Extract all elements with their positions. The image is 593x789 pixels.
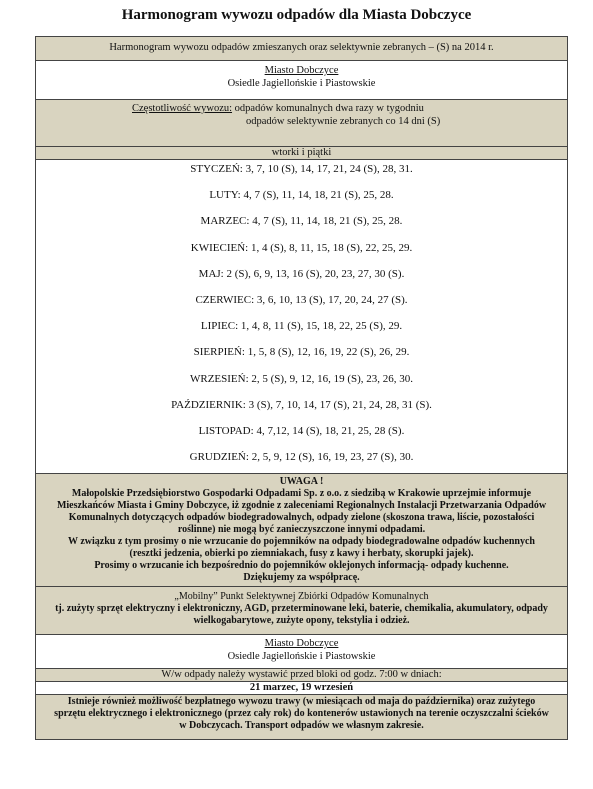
month-row xyxy=(36,160,567,186)
document-title: Harmonogram wywozu odpadów dla Miasta Dobczyce xyxy=(121,7,472,23)
notice-line: Komunalnych dotyczących odpadów biodegradowalnych, odpady zielone (skoszona trawa, liście, pozostałości xyxy=(68,512,535,523)
notice-line: Dziękujemy za współpracę. xyxy=(243,572,360,583)
mobile-heading: „Mobilny” Punkt Selektywnej Zbiórki Odpadów Komunalnych xyxy=(174,591,429,602)
month-name: SIERPIEŃ: xyxy=(193,346,245,359)
month-name: MAJ: xyxy=(198,267,224,280)
frequency-line-2: odpadów selektywnie zebranych co 14 dni (S) xyxy=(246,115,441,127)
city-name: Miasto Dobczyce xyxy=(264,638,339,649)
month-name: KWIECIEŃ: xyxy=(190,241,249,254)
month-row xyxy=(36,396,567,422)
month-name: STYCZEŃ: xyxy=(190,163,243,175)
footer-line: Istnieje również możliwość bezpłatnego wywozu trawy (w miesiącach od maja do października) oraz zużytego xyxy=(67,696,536,707)
month-name: WRZESIEŃ: xyxy=(189,372,249,385)
month-dates: 1, 5, 8 (S), 12, 16, 19, 22 (S), 26, 29. xyxy=(244,346,410,359)
month-row xyxy=(36,343,567,369)
bulky-dates: 21 marzec, 19 wrzesień xyxy=(36,681,567,694)
schedule-table xyxy=(35,36,568,740)
notice-line: W związku z tym prosimy o nie wrzucanie do pojemników na odpady biodegradowalne odpadów kuchennych xyxy=(68,536,535,547)
month-row xyxy=(36,186,567,212)
month-dates: 4, 7,12, 14 (S), 18, 21, 25, 28 (S). xyxy=(253,424,405,437)
month-row xyxy=(36,212,567,238)
month-dates: 4, 7 (S), 11, 14, 18, 21 (S), 25, 28. xyxy=(249,215,403,228)
month-name: LIPIEC: xyxy=(200,320,239,333)
notice-block xyxy=(36,473,567,586)
month-row xyxy=(36,317,567,343)
location-block xyxy=(36,60,567,99)
month-row xyxy=(36,291,567,317)
month-name: CZERWIEC: xyxy=(195,293,255,306)
month-name: MARZEC: xyxy=(200,215,250,228)
month-dates: 3 (S), 7, 10, 14, 17 (S), 21, 24, 28, 31 (S). xyxy=(245,398,432,411)
month-dates: 2 (S), 6, 9, 13, 16 (S), 20, 23, 27, 30 (S). xyxy=(223,267,405,280)
estate-name: Osiedle Jagiellońskie i Piastowskie xyxy=(227,77,376,89)
month-dates: 4, 7 (S), 11, 14, 18, 21 (S), 25, 28. xyxy=(240,189,394,202)
month-dates: 2, 5, 9, 12 (S), 16, 19, 23, 27 (S), 30. xyxy=(248,451,414,464)
location-block-2 xyxy=(36,634,567,668)
notice-heading: UWAGA ! xyxy=(279,476,324,487)
month-dates: 3, 7, 10 (S), 14, 17, 21, 24 (S), 28, 31. xyxy=(242,163,413,175)
month-name: LUTY: xyxy=(209,189,241,202)
mobile-line-2: wielkogabarytowe, zużyte opony, tekstylia i odzież. xyxy=(193,615,410,626)
month-name: LISTOPAD: xyxy=(198,424,254,437)
footer-note xyxy=(36,694,567,739)
collection-days: wtorki i piątki xyxy=(36,146,567,159)
footer-line: sprzętu elektrycznego i elektronicznego (przez cały rok) do kontenerów ustawionych na terenie oczyszczalni ścieków xyxy=(54,708,549,719)
month-list xyxy=(36,159,567,473)
month-dates: 3, 6, 10, 13 (S), 17, 20, 24, 27 (S). xyxy=(254,293,408,306)
notice-line: Mieszkańców Miasta i Gminy Dobczyce, iż zgodnie z zaleceniami Regionalnych Instalacji Przetwarzania Odpadów xyxy=(56,500,547,511)
notice-line: Prosimy o wrzucanie ich bezpośrednio do pojemników oklejonych informacją- odpady kuchenne. xyxy=(94,560,509,571)
month-dates: 2, 5 (S), 9, 12, 16, 19 (S), 23, 26, 30. xyxy=(248,372,414,385)
city-name: Miasto Dobczyce xyxy=(264,65,339,76)
notice-line: roślinne) nie mogą być zanieczyszczone innymi odpadami. xyxy=(177,524,426,535)
frequency-label: Częstotliwość wywozu: xyxy=(132,103,233,114)
frequency-line-1: odpadów komunalnych dwa razy w tygodniu xyxy=(232,103,424,114)
notice-line: Małopolskie Przedsiębiorstwo Gospodarki Odpadami Sp. z o.o. z siedzibą w Krakowie uprzejmie informuje xyxy=(71,488,532,499)
month-dates: 1, 4 (S), 8, 11, 15, 18 (S), 22, 25, 29. xyxy=(248,241,413,254)
month-name: PAŹDZIERNIK: xyxy=(171,398,246,411)
mobile-line-1: tj. zużyty sprzęt elektryczny i elektroniczny, AGD, przeterminowane leki, baterie, chemikalia, akumulatory, odpady xyxy=(55,603,548,614)
bulky-instruction: W/w odpady należy wystawić przed bloki od godz. 7:00 w dniach: xyxy=(36,668,567,681)
notice-line: (resztki jedzenia, obierki po ziemniakach, fusy z kawy i herbaty, skorupki jajek). xyxy=(129,548,474,559)
header-row: Harmonogram wywozu odpadów zmieszanych oraz selektywnie zebranych – (S) na 2014 r. xyxy=(36,36,567,60)
footer-line: w Dobczycach. Transport odpadów we własnym zakresie. xyxy=(179,720,424,731)
month-dates: 1, 4, 8, 11 (S), 15, 18, 22, 25 (S), 29. xyxy=(238,320,403,333)
month-name: GRUDZIEŃ: xyxy=(189,451,249,464)
month-row xyxy=(36,265,567,291)
frequency-block xyxy=(36,99,567,146)
month-row xyxy=(36,422,567,448)
estate-name: Osiedle Jagiellońskie i Piastowskie xyxy=(227,650,376,662)
mobile-collection-block xyxy=(36,586,567,634)
month-row xyxy=(36,448,567,474)
month-row xyxy=(36,370,567,396)
month-row xyxy=(36,239,567,265)
